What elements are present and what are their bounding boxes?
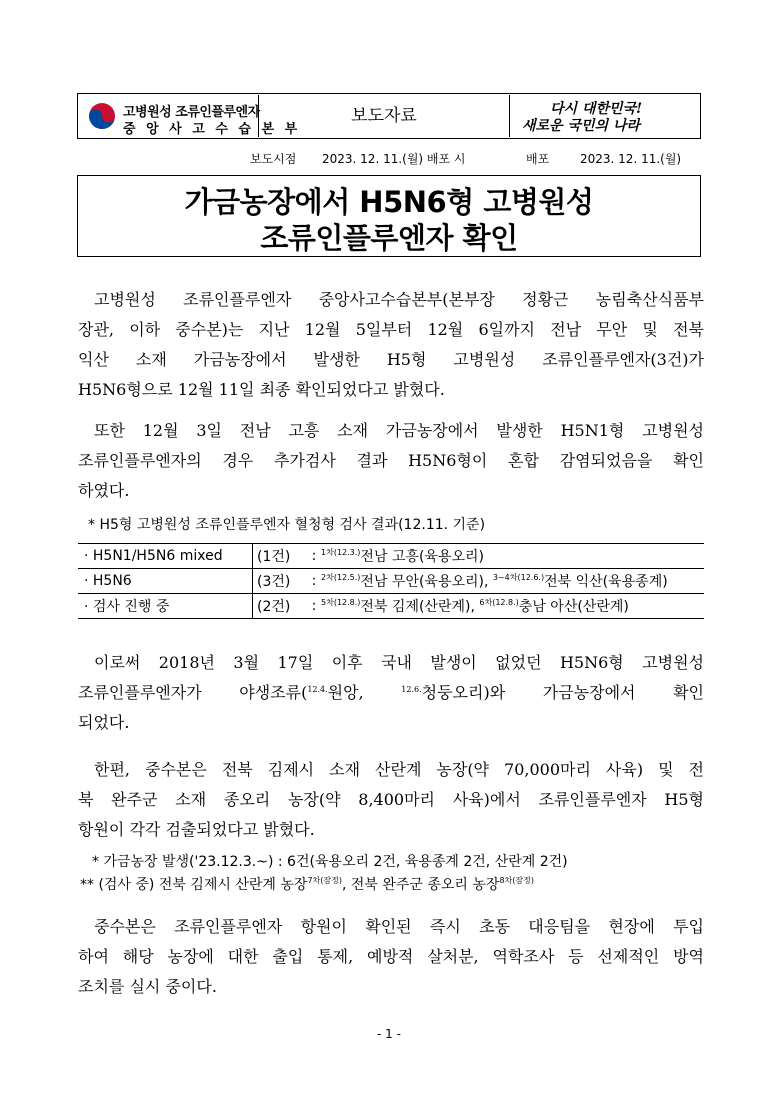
table-row: [78, 594, 704, 619]
paragraph-2: [78, 416, 704, 506]
text-line: 북 완주군 소재 종오리 농장(약 8,400마리 사육)에서 조류인플루엔자 H5형: [78, 790, 704, 809]
case-order: 8차(잠정): [499, 876, 534, 885]
release-label: 보도시점: [250, 152, 297, 166]
date-superscript: 12.6.: [401, 685, 422, 694]
document-type: 보도자료: [351, 106, 417, 126]
distribution-value: 2023. 12. 11.(월): [580, 152, 682, 166]
title-line2: 조류인플루엔자 확인: [260, 221, 518, 255]
agency-logo: [79, 95, 301, 137]
text-line: 고병원성 조류인플루엔자 중앙사고수습본부(본부장 정황근 농림축산식품부: [94, 290, 704, 309]
text-line: 한편, 중수본은 전북 김제시 소재 산란계 농장(약 70,000마리 사육) 및 전: [94, 760, 704, 779]
result-colon: :: [307, 594, 321, 619]
text-fragment: 원앙,: [327, 683, 402, 702]
text-line: [78, 678, 704, 708]
result-type: · H5N6: [78, 569, 253, 594]
page-number: - 1 -: [377, 1027, 401, 1041]
testing-note: [80, 874, 534, 894]
table-row: [78, 569, 704, 594]
case-location: 전북 김제(산란계),: [360, 599, 480, 615]
text-line: 또한 12월 3일 전남 고흥 소재 가금농장에서 발생한 H5N1형 고병원성: [94, 421, 704, 440]
date-superscript: 12.4.: [307, 685, 328, 694]
text-fragment: 조류인플루엔자가 야생조류(: [78, 683, 308, 702]
case-order: 2차(12.5.): [321, 573, 361, 582]
case-location: 전남 고흥(육용오리): [360, 549, 484, 565]
header-band: [77, 93, 701, 139]
title-line1: 가금농장에서 H5N6형 고병원성: [184, 185, 594, 219]
distribution-label: 배포: [526, 152, 550, 166]
release-value: 2023. 12. 11.(월) 배포 시: [322, 152, 466, 166]
result-colon: :: [307, 544, 321, 569]
case-order: 6차(12.8.): [479, 598, 519, 607]
table-row: [78, 544, 704, 569]
case-order: 7차(잠정): [307, 876, 342, 885]
case-order: 5차(12.8.): [321, 598, 361, 607]
result-detail: [321, 544, 704, 569]
text-line: 항원이 각각 검출되었다고 밝혔다.: [78, 820, 315, 839]
text-line: 중수본은 조류인플루엔자 항원이 확인된 즉시 초동 대응팀을 현장에 투입: [94, 917, 704, 936]
case-order: 3~4차(12.6.): [492, 573, 545, 582]
result-detail: [321, 594, 704, 619]
text-line: 이로써 2018년 3월 17일 이후 국내 발생이 없었던 H5N6형 고병원성: [94, 653, 704, 672]
result-count: (3건): [253, 569, 308, 594]
org-name-line2: 중 앙 사 고 수 습 본 부: [123, 122, 301, 137]
taegeuk-icon: [87, 101, 117, 131]
text-line: 하였다.: [78, 481, 130, 500]
text-line: 조치를 실시 중이다.: [78, 977, 217, 996]
case-order: 1차(12.3.): [321, 548, 361, 557]
text-line: 되었다.: [78, 713, 130, 732]
text-fragment: 청둥오리)와 가금농장에서 확인: [421, 683, 704, 702]
serotype-results-table: [78, 543, 704, 619]
org-name-line1: 고병원성 조류인플루엔자: [123, 105, 260, 120]
slogan-line1: 다시 대한민국!: [550, 101, 643, 117]
text-line: 하여 해당 농장에 대한 출입 통제, 예방적 살처분, 역학조사 등 선제적인 방역: [78, 947, 704, 966]
text-fragment: , 전북 완주군 종오리 농장: [341, 877, 500, 893]
result-count: (2건): [253, 594, 308, 619]
slogan-box: [509, 95, 700, 137]
table-note: * H5형 고병원성 조류인플루엔자 혈청형 검사 결과(12.11. 기준): [88, 517, 486, 533]
result-count: (1건): [253, 544, 308, 569]
case-location: 전북 익산(육용종계): [544, 574, 668, 590]
paragraph-5: [78, 912, 704, 1002]
outbreak-note: * 가금농장 발생('23.12.3.~) : 6건(육용오리 2건, 육용종계 2건, 산란계 2건): [92, 854, 568, 870]
paragraph-1: [78, 285, 704, 405]
text-line: 조류인플루엔자의 경우 추가검사 결과 H5N6형이 혼합 감염되었음을 확인: [78, 451, 704, 470]
text-fragment: ** (검사 중) 전북 김제시 산란계 농장: [80, 877, 308, 893]
result-type: · 검사 진행 중: [78, 594, 253, 619]
result-colon: :: [307, 569, 321, 594]
slogan-line2: 새로운 국민의 나라: [522, 118, 640, 134]
paragraph-4: [78, 755, 704, 845]
title-box: [77, 175, 701, 257]
result-type: · H5N1/H5N6 mixed: [78, 544, 253, 569]
case-location: 전남 무안(육용오리),: [360, 574, 493, 590]
result-detail: [321, 569, 704, 594]
case-location: 충남 아산(산란계): [518, 599, 629, 615]
text-line: 익산 소재 가금농장에서 발생한 H5형 고병원성 조류인플루엔자(3건)가: [78, 350, 704, 369]
paragraph-3: [78, 648, 704, 738]
text-line: 장관, 이하 중수본)는 지난 12월 5일부터 12월 6일까지 전남 무안 및 전북: [78, 320, 704, 339]
text-line: H5N6형으로 12월 11일 최종 확인되었다고 밝혔다.: [78, 380, 445, 399]
